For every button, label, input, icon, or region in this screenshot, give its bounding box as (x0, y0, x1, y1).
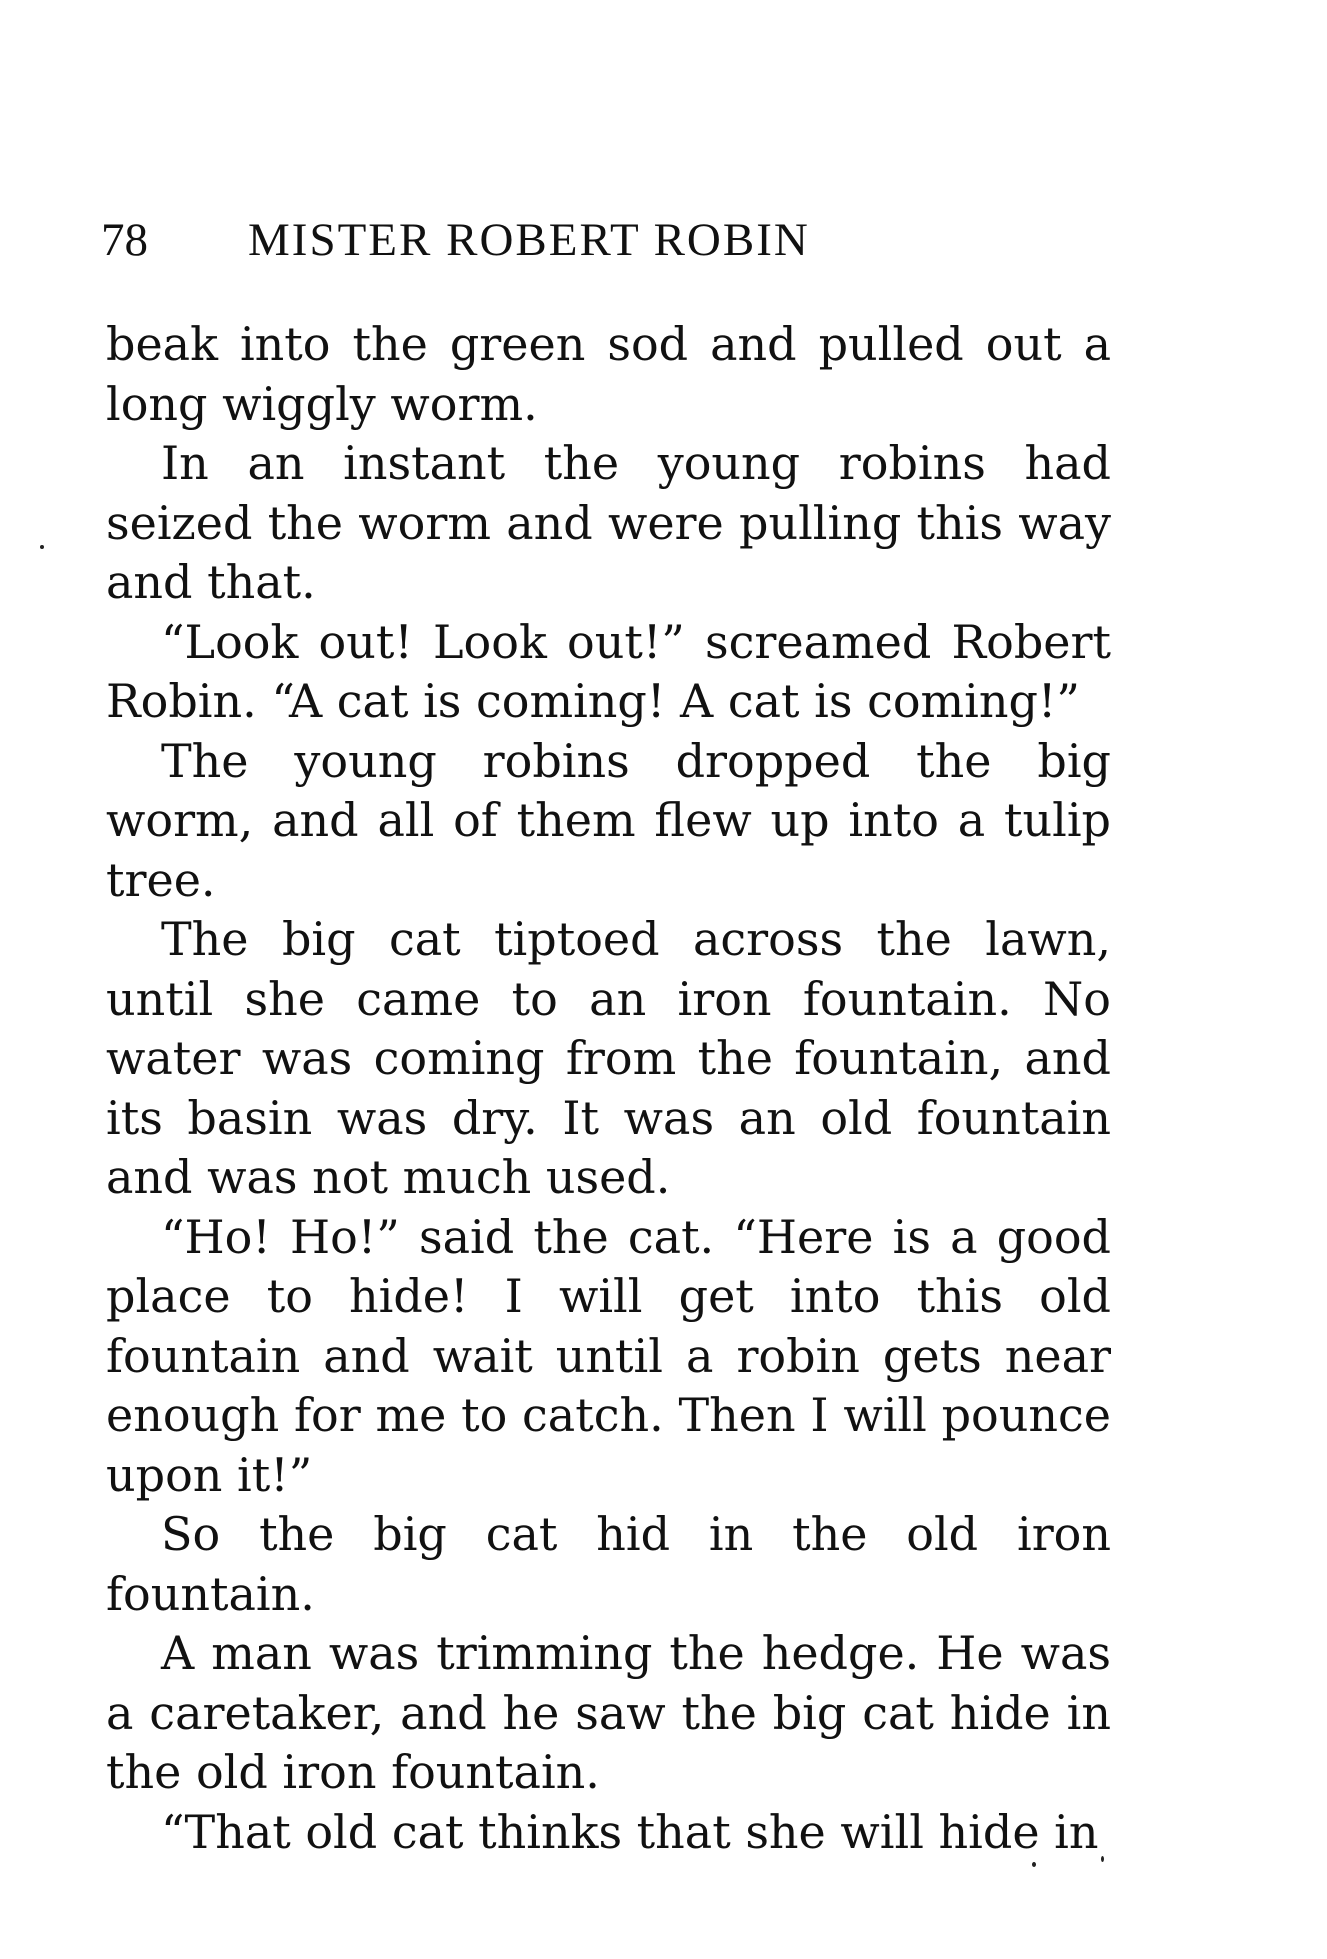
paragraph-continuation: beak into the green sod and pulled out a long wiggly worm. (106, 317, 1111, 431)
paragraph: The big cat tiptoed across the lawn, until she came to an iron fountain. No water was coming from the fountain, and its basin was dry. It was an old fountain and was not much used. (106, 912, 1111, 1204)
paragraph: “Look out! Look out!” screamed Robert Robin. “A cat is coming! A cat is coming!” (106, 614, 1111, 728)
paragraph: So the big cat hid in the old iron fountain. (106, 1507, 1111, 1621)
page-number: 78 (101, 214, 148, 266)
paragraph: A man was trimming the hedge. He was a caretaker, and he saw the big cat hide in the old iron fountain. (106, 1626, 1111, 1799)
paragraph: “That old cat thinks that she will hide in (161, 1804, 1099, 1859)
ink-speck (1032, 1862, 1036, 1867)
ink-speck (1101, 1856, 1104, 1862)
ink-speck (40, 545, 44, 549)
page-header (101, 210, 1111, 270)
paragraph: In an instant the young robins had seized the worm and were pulling this way and that. (106, 436, 1111, 609)
paragraph: The young robins dropped the big worm, and all of them flew up into a tulip tree. (106, 733, 1111, 907)
body-text (106, 315, 1111, 1862)
running-title: MISTER ROBERT ROBIN (248, 214, 810, 266)
paragraph: “Ho! Ho!” said the cat. “Here is a good place to hide! I will get into this old fountain and wait until a robin gets near enough for me to catch. Then I will pounce upon it!” (106, 1209, 1111, 1502)
